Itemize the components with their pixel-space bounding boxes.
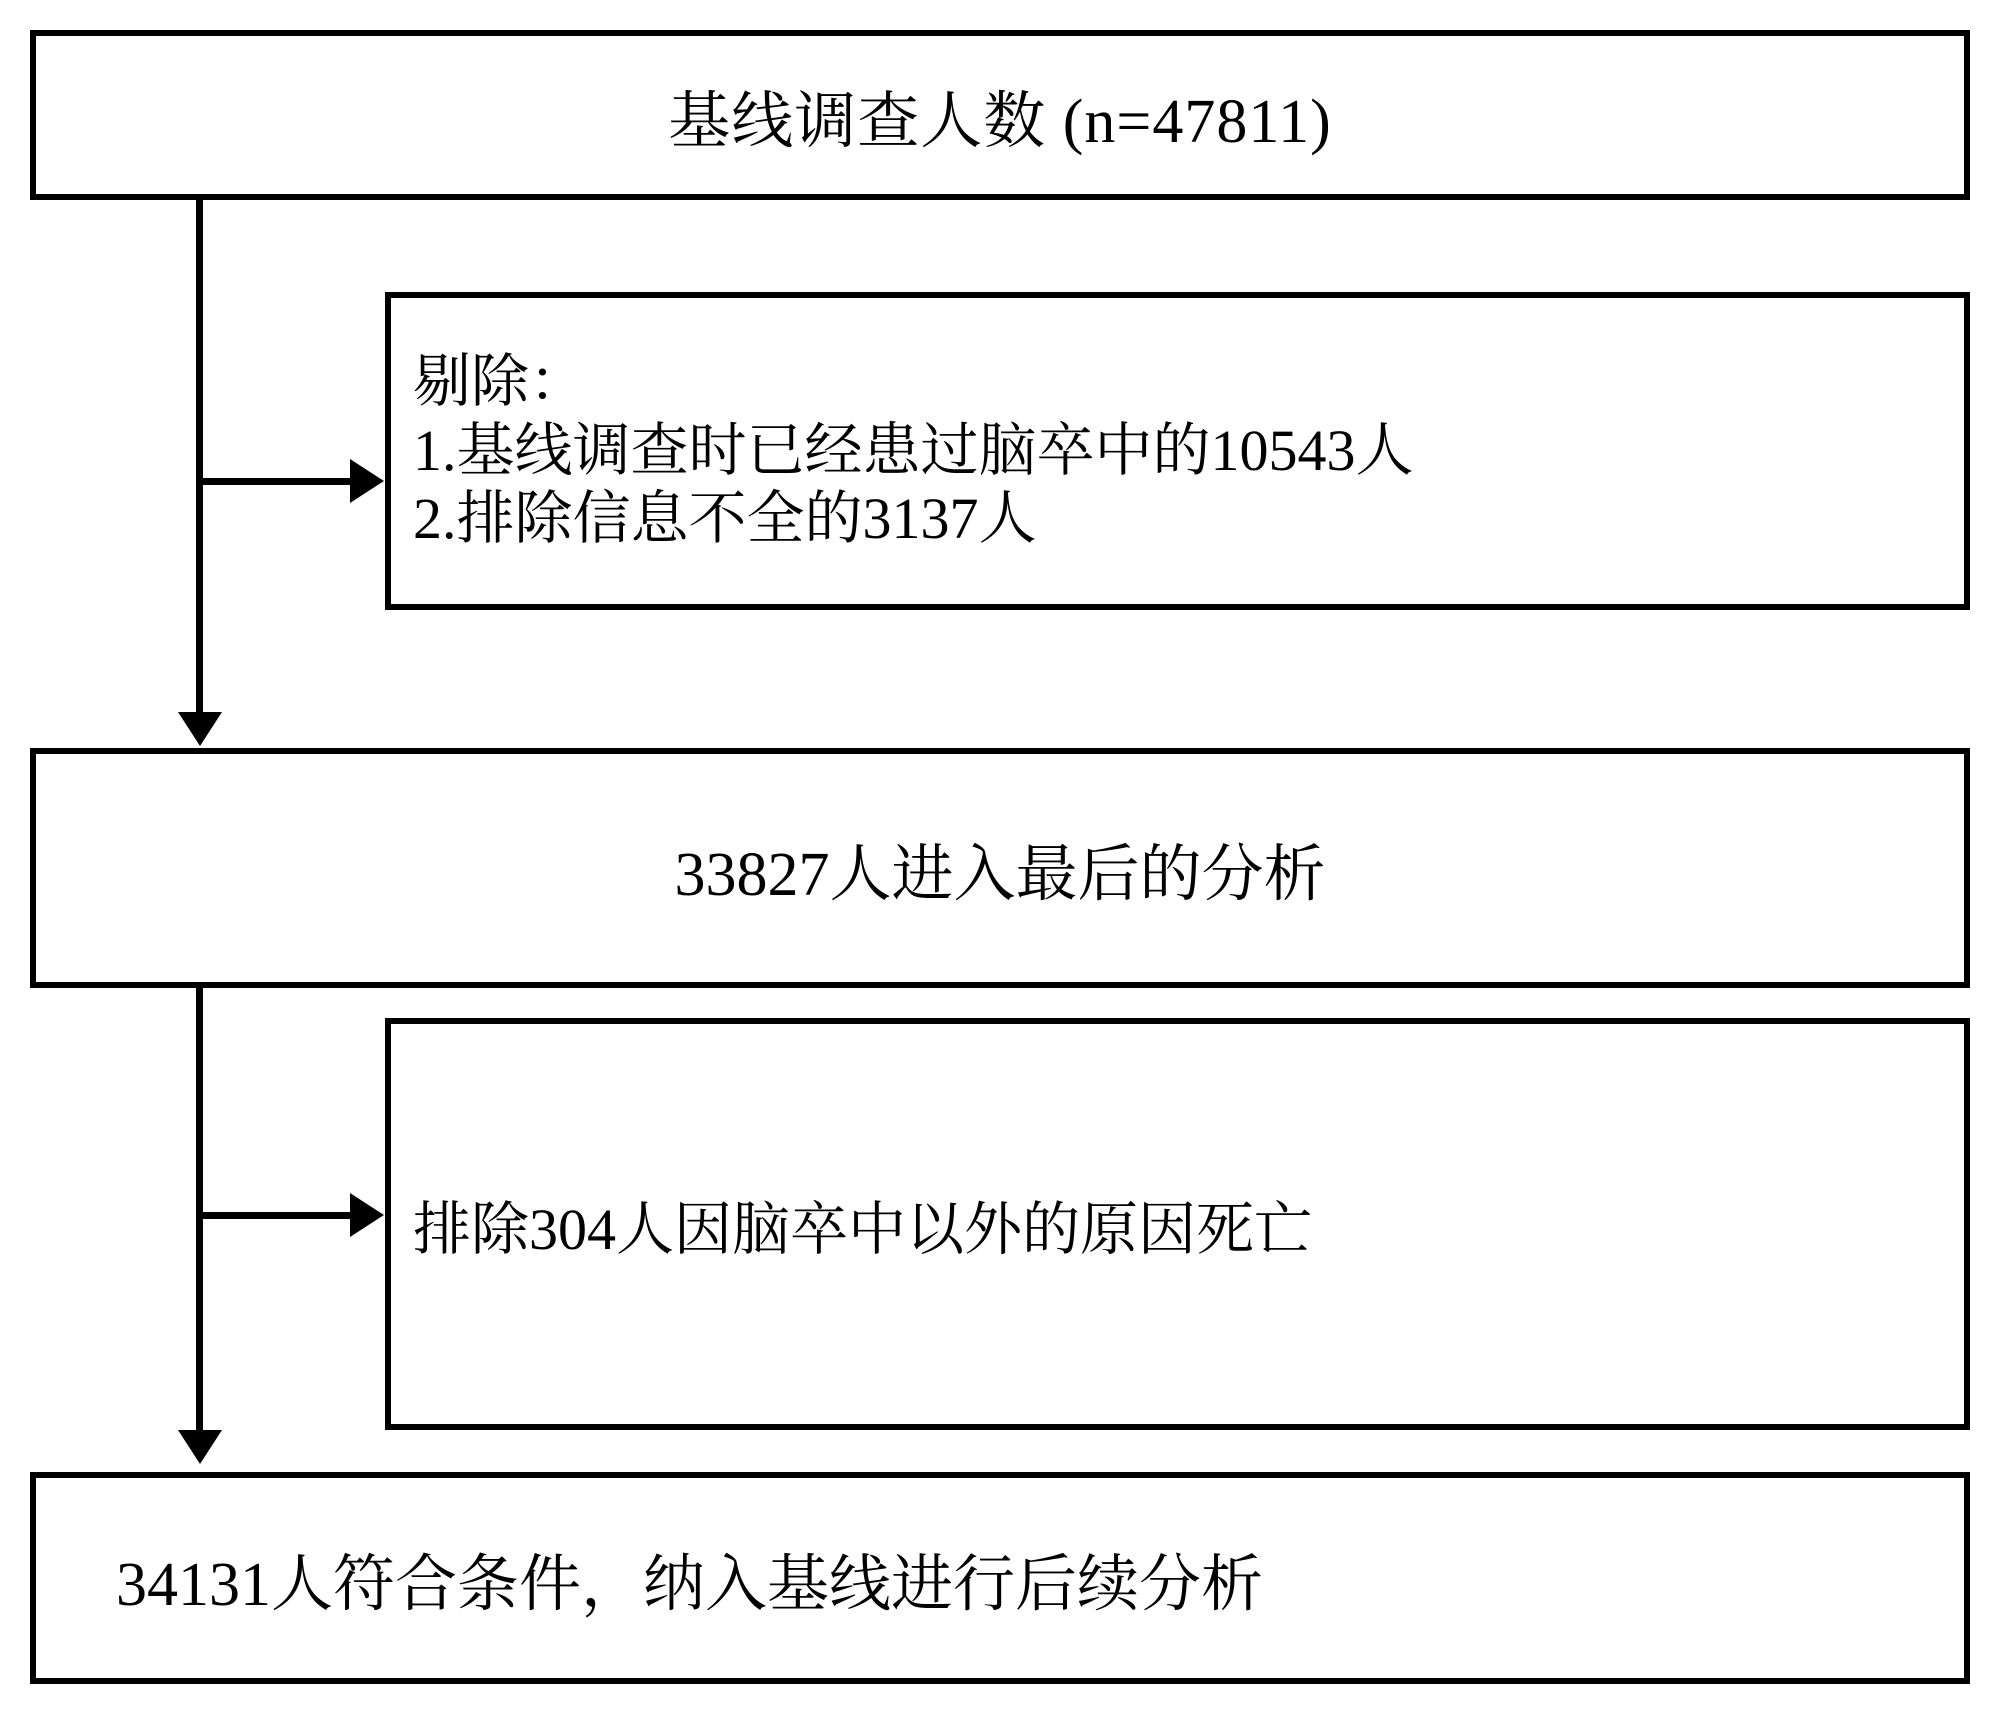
node-exclusion-2 xyxy=(385,1018,1970,1430)
node-baseline-label: 基线调查人数 (n=47811) xyxy=(668,87,1332,156)
node-exclusion-1-item-1: 1.基线调查时已经患过脑卒中的10543人 xyxy=(413,417,1414,483)
arrowhead-final-analysis-to-included xyxy=(178,1430,222,1464)
node-exclusion-1-content xyxy=(391,298,1964,604)
node-exclusion-2-label: 排除304人因脑卒中以外的原因死亡 xyxy=(413,1197,1313,1262)
node-included-label: 34131人符合条件，纳入基线进行后续分析 xyxy=(116,1550,1264,1619)
node-exclusion-1-header: 剔除： xyxy=(413,349,588,415)
node-final-analysis xyxy=(30,748,1970,988)
node-exclusion-1 xyxy=(385,292,1970,610)
node-baseline xyxy=(30,30,1970,200)
node-final-analysis-label: 33827人进入最后的分析 xyxy=(674,840,1326,909)
node-exclusion-1-item-2: 2.排除信息不全的3137人 xyxy=(413,486,1037,552)
arrowhead-final-analysis-to-exclusion-2 xyxy=(350,1193,384,1237)
arrowhead-baseline-to-final-analysis xyxy=(178,712,222,746)
arrowhead-baseline-to-exclusion-1 xyxy=(350,459,384,503)
connector-baseline-to-exclusion-1 xyxy=(196,478,356,485)
connector-baseline-vertical xyxy=(196,200,203,720)
connector-final-analysis-to-exclusion-2 xyxy=(196,1212,356,1219)
node-included xyxy=(30,1472,1970,1684)
